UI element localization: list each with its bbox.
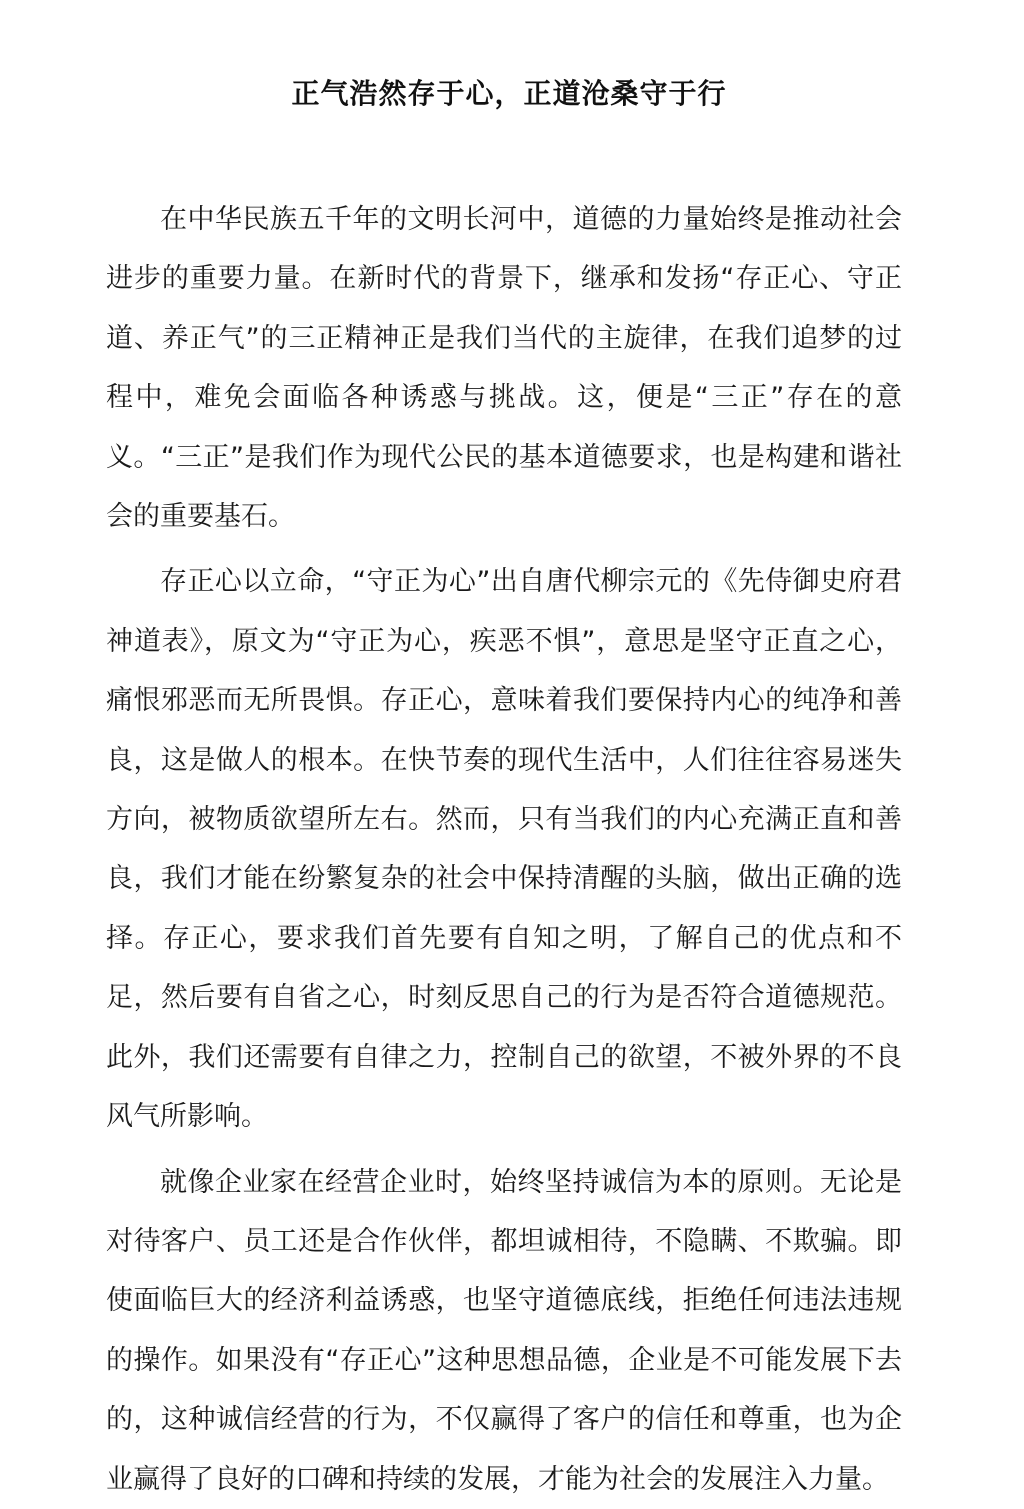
- document-title: 正气浩然存于心，正道沧桑守于行: [291, 77, 727, 110]
- paragraph-cun-zheng-xin: 存正心以立命，“守正为心”出自唐代柳宗元的《先侍御史府君神道表》，原文为“守正为心，疾恶不惧”，意思是坚守正直之心，痛恨邪恶而无所畏惧。存正心，意味着我们要保持内心的纯净和善良，这是做人的根本。在快节奏的现代生活中，人们往往容易迷失方向，被物质欲望所左右。然而，只有当我们的内心充满正直和善良，我们才能在纷繁复杂的社会中保持清醒的头脑，做出正确的选择。存正心，要求我们首先要有自知之明，了解自己的优点和不足，然后要有自省之心，时刻反思自己的行为是否符合道德规范。此外，我们还需要有自律之力，控制自己的欲望，不被外界的不良风气所影响。: [106, 566, 902, 1133]
- paragraph-entrepreneur-example: 就像企业家在经营企业时，始终坚持诚信为本的原则。无论是对待客户、员工还是合作伙伴，都坦诚相待，不隐瞒、不欺骗。即使面临巨大的经济利益诱惑，也坚守道德底线，拒绝任何违法违规的操作。如果没有“存正心”这种思想品德，企业是不可能发展下去的，这种诚信经营的行为，不仅赢得了客户的信任和尊重，也为企业赢得了良好的口碑和持续的发展，才能为社会的发展注入力量。: [106, 1166, 902, 1495]
- article-body: [106, 190, 902, 1509]
- paragraph-intro: 在中华民族五千年的文明长河中，道德的力量始终是推动社会进步的重要力量。在新时代的背景下，继承和发扬“存正心、守正道、养正气”的三正精神正是我们当代的主旋律，在我们追梦的过程中，难免会面临各种诱惑与挑战。这，便是“三正”存在的意义。“三正”是我们作为现代公民的基本道德要求，也是构建和谐社会的重要基石。: [106, 204, 902, 533]
